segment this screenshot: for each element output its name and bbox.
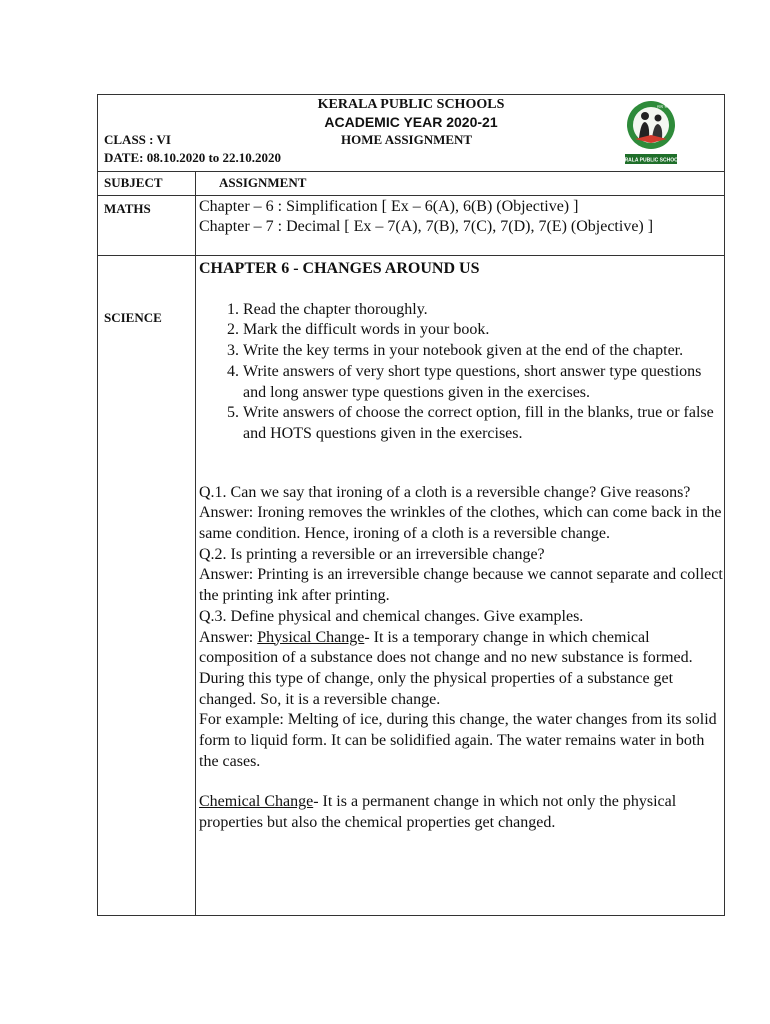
- spacer: [199, 772, 723, 792]
- list-item: 5. Write answers of choose the correct option, fill in the blanks, true or false and HOTS questions given in the exercises.: [243, 403, 723, 444]
- answer-1: Answer: Ironing removes the wrinkles of the clothes, which can come back in the same condition. Hence, ironing of a cloth is a reversible change.: [199, 504, 722, 543]
- science-assignment: [199, 259, 723, 834]
- maths-assignment: [199, 197, 653, 237]
- chemical-change: [199, 792, 723, 833]
- class-label: CLASS : VI: [104, 132, 171, 147]
- assignment-sheet: [97, 94, 725, 916]
- subject-header: SUBJECT: [104, 175, 163, 190]
- chemical-change-definition: - It is a permanent change in which not only the physical properties but also the chemical properties get changed.: [199, 793, 677, 832]
- column-headers: [98, 171, 724, 196]
- question-2: Q.2. Is printing a reversible or an irreversible change?: [199, 545, 545, 563]
- instruction-list: [199, 300, 723, 445]
- maths-line: Chapter – 7 : Decimal [ Ex – 7(A), 7(B), 7(C), 7(D), 7(E) (Objective) ]: [199, 218, 654, 235]
- physical-change-detail: During this type of change, only the physical properties of a substance get changed. So, it is a reversible change.: [199, 669, 674, 708]
- question-answers: [199, 483, 723, 834]
- svg-text:सत्य सदैव वेदना: सत्य सदैव वेदना: [657, 104, 681, 109]
- answer-2: Answer: Printing is an irreversible change because we cannot separate and collect the printing ink after printing.: [199, 566, 723, 605]
- question-3: Q.3. Define physical and chemical changes. Give examples.: [199, 607, 584, 625]
- school-logo-icon: [617, 98, 685, 166]
- header: [98, 95, 724, 172]
- date-range: DATE: 08.10.2020 to 22.10.2020: [104, 150, 282, 165]
- answer-3: [199, 628, 723, 669]
- assignment-header: ASSIGNMENT: [219, 175, 307, 190]
- physical-change-example: For example: Melting of ice, during this change, the water changes from its solid form to liquid form. It can be solidified again. The water remains water in both the cases.: [199, 711, 717, 770]
- assignment-type: HOME ASSIGNMENT: [341, 132, 473, 147]
- question-1: Q.1. Can we say that ironing of a cloth is a reversible change? Give reasons?: [199, 483, 691, 501]
- list-item: 4. Write answers of very short type questions, short answer type questions and long answer type questions given in the exercises.: [243, 362, 723, 403]
- school-name: KERALA PUBLIC SCHOOLS: [317, 97, 505, 112]
- physical-change-definition: - It is a temporary change in which chemical composition of a substance does not change and no new substance is formed.: [199, 628, 693, 667]
- list-item: 1. Read the chapter thoroughly.: [243, 300, 723, 321]
- physical-change-term: Physical Change: [257, 628, 365, 646]
- maths-row: [98, 195, 724, 256]
- svg-text:KERALA PUBLIC SCHOOLS: KERALA PUBLIC SCHOOLS: [617, 157, 685, 164]
- maths-subject: MATHS: [104, 201, 151, 216]
- list-item: 3. Write the key terms in your notebook given at the end of the chapter.: [243, 341, 723, 362]
- chapter-title: CHAPTER 6 - CHANGES AROUND US: [199, 260, 480, 277]
- list-item: 2. Mark the difficult words in your book.: [243, 320, 723, 341]
- chemical-change-term: Chemical Change: [199, 793, 314, 811]
- answer-prefix: Answer:: [199, 628, 258, 646]
- maths-line: Chapter – 6 : Simplification [ Ex – 6(A), 6(B) (Objective) ]: [199, 198, 579, 215]
- academic-year: ACADEMIC YEAR 2020-21: [324, 114, 498, 130]
- science-subject: SCIENCE: [104, 310, 162, 325]
- column-divider: [195, 171, 196, 915]
